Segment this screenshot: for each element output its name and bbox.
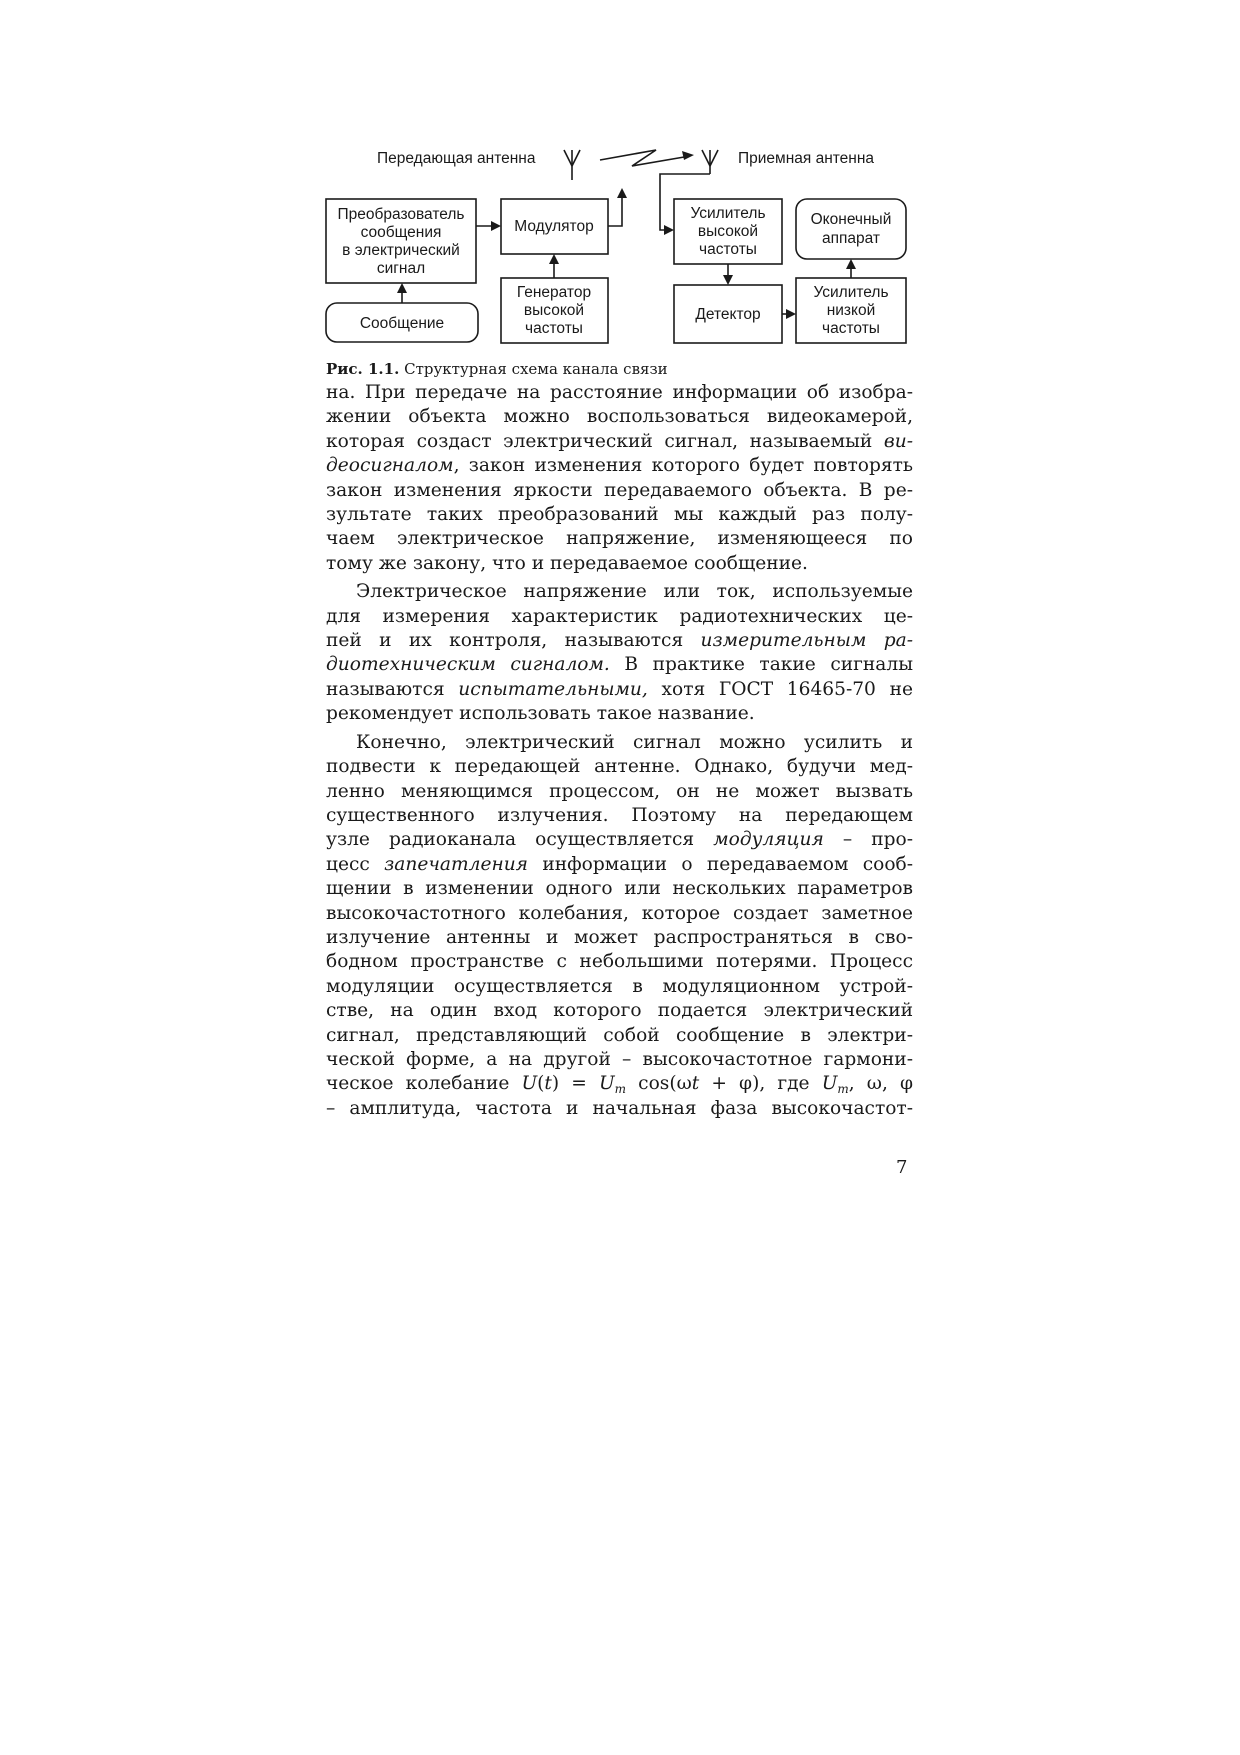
lf-amplifier-line: Усилитель [813,284,889,301]
text-line: стве, на один вход которого подается электрический [326,1000,913,1022]
paragraph-3 [326,731,913,1122]
receive-antenna-icon [702,150,718,174]
text-line: Электрическое напряжение или ток, используемые [356,581,913,603]
text-line: высокочастотного колебания, которое создает заметное [326,902,913,924]
hf-generator-block [501,278,608,343]
text-line: которая создаст электрический сигнал, называемый ви- [326,430,913,452]
hf-generator-line: Генератор [516,284,592,301]
text-line: Конечно, электрический сигнал можно усилить и [356,731,913,753]
text-line: сигнал, представляющий собой сообщение в электри- [326,1024,913,1046]
connector-modulator-to-antenna [608,188,627,226]
block-diagram [0,0,1240,360]
paragraph-2 [326,580,913,726]
hf-amplifier-block [674,199,782,264]
connector-detector-to-lf-amplifier [782,309,796,319]
text-line: диотехническим сигналом. В практике такие сигналы [326,654,914,676]
lf-amplifier-block [796,278,906,343]
lf-amplifier-line: частоты [822,320,880,337]
paragraph-1 [326,381,913,576]
body-text [326,381,913,1121]
text-line: деосигналом, закон изменения которого будет повторять [326,455,913,477]
message-block [326,303,478,342]
connector-converter-to-modulator [476,221,501,231]
message-label: Сообщение [359,315,445,332]
hf-amplifier-line: Усилитель [690,205,766,222]
hf-generator-line: высокой [523,302,585,319]
text-line: цесс запечатления информации о передаваемом сооб- [326,853,914,875]
detector-block [674,285,782,343]
text-line: для измерения характеристик радиотехнических це- [326,605,913,627]
text-line-formula: ческое колебание $U(t) = U_m$ cos(ωt + φ), где $U_m$, ω, φ [326,1073,913,1097]
text-line: подвести к передающей антенне. Однако, будучи мед- [326,756,913,778]
text-line: зультате таких преобразований мы каждый раз полу- [326,504,913,526]
receive-antenna-label: Приемная антенна [738,150,875,167]
converter-line: сигнал [376,260,426,277]
caption-label: Рис. 1.1. [326,360,400,378]
text-line: излучение антенны и может распространяться в сво- [326,926,913,948]
connector-generator-to-modulator [549,254,559,278]
text-line: существенного излучения. Поэтому на передающем [326,804,913,826]
caption-text: Структурная схема канала связи [404,360,668,378]
text-line: узле радиоканала осуществляется модуляция – про- [326,829,914,851]
converter-line: в электрический [342,242,460,259]
text-line: чаем электрическое напряжение, изменяющееся по [326,528,913,550]
radio-link-icon [600,150,694,166]
text-line: называются испытательными, хотя ГОСТ 16465-70 не [326,678,913,700]
lf-amplifier-line: низкой [826,302,876,319]
hf-amplifier-line: частоты [699,241,757,258]
connector-lf-amplifier-to-terminal [846,259,856,278]
text-line: рекомендует использовать такое название. [326,703,755,725]
hf-generator-line: частоты [525,320,583,337]
converter-block [326,199,476,283]
modulator-block [501,199,608,254]
transmit-antenna-icon [564,150,580,180]
terminal-line: Оконечный [810,211,892,228]
transmit-antenna-label: Передающая антенна [377,150,536,167]
terminal-block [796,199,906,259]
page-number: 7 [896,1157,908,1178]
hf-amplifier-line: высокой [697,223,759,240]
detector-label: Детектор [695,306,761,323]
text-line: щении в изменении одного или нескольких параметров [326,878,913,900]
text-line: модуляции осуществляется в модуляционном устрой- [326,975,913,997]
modulator-label: Модулятор [514,218,594,235]
text-line: бодном пространстве с небольшими потерями. Процесс [326,951,913,973]
text-line: тому же закону, что и передаваемое сообщение. [326,552,808,574]
text-line: ческой форме, а на другой – высокочастотное гармони- [326,1048,913,1070]
text-line: ленно меняющимся процессом, он не может вызвать [326,780,913,802]
text-line: пей и их контроля, называются измерительным ра- [326,630,914,652]
connector-hf-amplifier-to-detector [723,264,733,285]
text-line: на. При передаче на расстояние информации об изобра- [326,382,913,403]
figure-caption [326,360,926,378]
text-line: – амплитуда, частота и начальная фаза высокочастот- [326,1097,913,1119]
text-line: закон изменения яркости передаваемого объекта. В ре- [326,479,913,501]
converter-line: сообщения [360,224,442,241]
terminal-line: аппарат [821,230,881,247]
connector-message-to-converter [397,283,407,303]
text-line: жении объекта можно воспользоваться видеокамерой, [326,406,913,428]
converter-line: Преобразователь [337,206,465,223]
